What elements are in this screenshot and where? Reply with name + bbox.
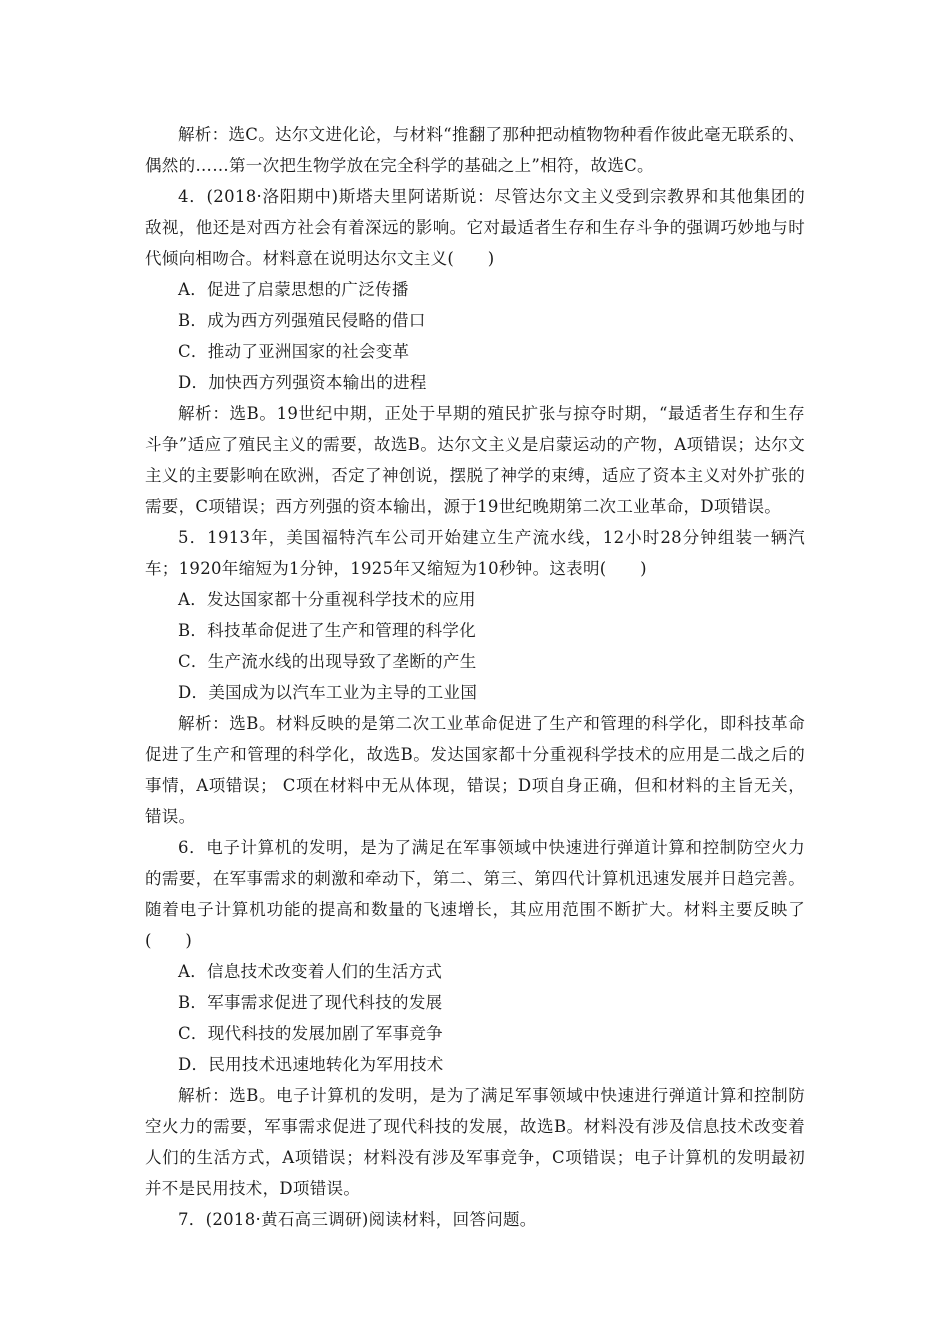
document-page (145, 119, 805, 1235)
question-6-stem: 6．电子计算机的发明，是为了满足在军事领域中快速进行弹道计算和控制防空火力的需要，在军事需求的刺激和牵动下，第二、第三、第四代计算机迅速发展并日趋完善。随着电子计算机功能的提高和数量的飞速增长，其应用范围不断扩大。材料主要反映了( ) (145, 838, 805, 950)
analysis-q5: 解析：选B。材料反映的是第二次工业革命促进了生产和管理的科学化，即科技革命促进了生产和管理的科学化，故选B。发达国家都十分重视科学技术的应用是二战之后的事情，A项错误； C项在材料中无从体现，错误；D项自身正确，但和材料的主旨无关，错误。 (145, 714, 805, 826)
analysis-q3: 解析：选C。达尔文进化论，与材料“推翻了那种把动植物物种看作彼此毫无联系的、偶然的……第一次把生物学放在完全科学的基础之上”相符，故选C。 (145, 125, 805, 175)
q6-option-d: D．民用技术迅速地转化为军用技术 (178, 1055, 444, 1074)
q6-option-a: A．信息技术改变着人们的生活方式 (178, 962, 443, 981)
q4-option-b: B．成为西方列强殖民侵略的借口 (178, 311, 426, 330)
q5-option-d: D．美国成为以汽车工业为主导的工业国 (178, 683, 478, 702)
question-5-stem: 5．1913年，美国福特汽车公司开始建立生产流水线，12小时28分钟组装一辆汽车；1920年缩短为1分钟，1925年又缩短为10秒钟。这表明( ) (145, 528, 805, 578)
question-4-stem: 4．(2018·洛阳期中)斯塔夫里阿诺斯说：尽管达尔文主义受到宗教界和其他集团的敌视，他还是对西方社会有着深远的影响。它对最适者生存和生存斗争的强调巧妙地与时代倾向相吻合。材料意在说明达尔文主义( ) (145, 187, 805, 268)
q4-option-d: D．加快西方列强资本输出的进程 (178, 373, 427, 392)
q4-option-a: A．促进了启蒙思想的广泛传播 (178, 280, 409, 299)
q5-option-a: A．发达国家都十分重视科学技术的应用 (178, 590, 476, 609)
question-7-stem: 7．(2018·黄石高三调研)阅读材料，回答问题。 (178, 1210, 537, 1229)
q6-option-b: B．军事需求促进了现代科技的发展 (178, 993, 443, 1012)
analysis-q6: 解析：选B。电子计算机的发明，是为了满足军事领域中快速进行弹道计算和控制防空火力的需要，军事需求促进了现代科技的发展，故选B。材料没有涉及信息技术改变着人们的生活方式，A项错误；材料没有涉及军事竞争，C项错误；电子计算机的发明最初并不是民用技术，D项错误。 (145, 1086, 805, 1198)
q6-option-c: C．现代科技的发展加剧了军事竞争 (178, 1024, 443, 1043)
q5-option-c: C．生产流水线的出现导致了垄断的产生 (178, 652, 477, 671)
analysis-q4: 解析：选B。19世纪中期，正处于早期的殖民扩张与掠夺时期，“最适者生存和生存斗争”适应了殖民主义的需要，故选B。达尔文主义是启蒙运动的产物，A项错误；达尔文主义的主要影响在欧洲，否定了神创说，摆脱了神学的束缚，适应了资本主义对外扩张的需要，C项错误；西方列强的资本输出，源于19世纪晚期第二次工业革命，D项错误。 (145, 404, 805, 516)
q4-option-c: C．推动了亚洲国家的社会变革 (178, 342, 410, 361)
q5-option-b: B．科技革命促进了生产和管理的科学化 (178, 621, 477, 640)
